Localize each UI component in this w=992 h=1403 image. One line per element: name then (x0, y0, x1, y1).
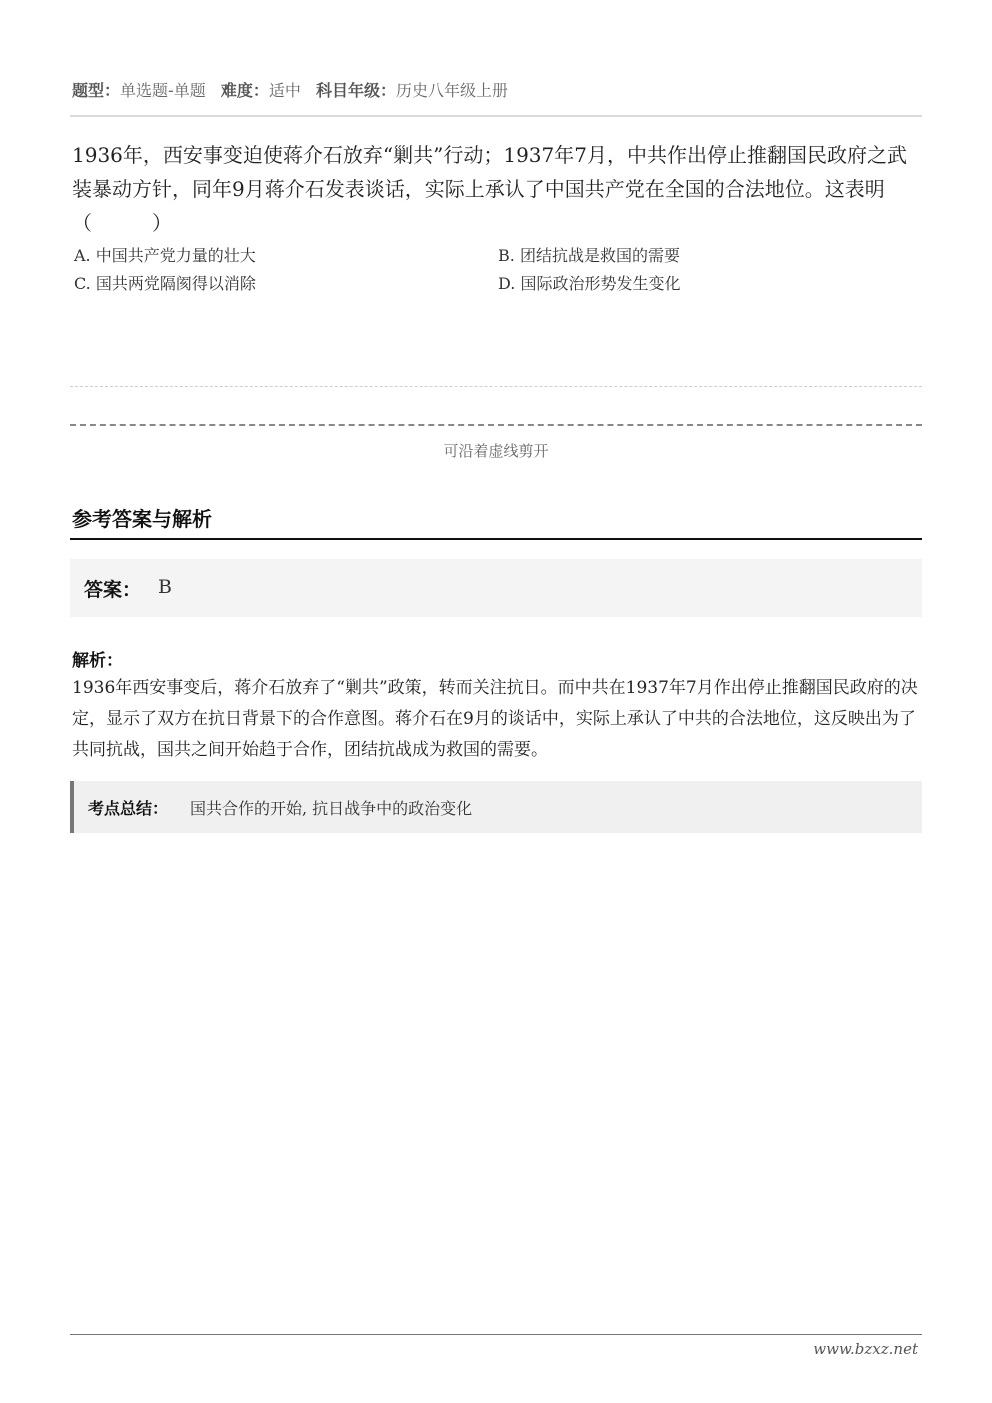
option-text: 团结抗战是救国的需要 (519, 246, 680, 265)
option-letter: D. (498, 274, 516, 293)
subject-value: 历史八年级上册 (396, 81, 509, 100)
option-text: 国共两党隔阂得以消除 (95, 274, 256, 293)
answer-value: B (158, 576, 172, 598)
option-letter: C. (74, 274, 91, 293)
summary-box (70, 781, 922, 833)
analysis-label: 解析： (72, 651, 123, 671)
summary-label: 考点总结： (88, 799, 169, 818)
option-text: 国际政治形势发生变化 (520, 274, 681, 293)
option-text: 中国共产党力量的壮大 (95, 246, 256, 265)
analysis-text: 1936年西安事变后，蒋介石放弃了“剿共”政策，转而关注抗日。而中共在1937年7月作出停止推翻国民政府的决定，显示了双方在抗日背景下的合作意图。蒋介石在9月的谈话中，实际上承认了中共的合法地位，这反映出为了共同抗战，国共之间开始趋于合作，团结抗战成为救国的需要。 (72, 678, 918, 760)
option-a (74, 242, 256, 270)
question-stem: 1936年，西安事变迫使蒋介石放弃“剿共”行动；1937年7月，中共作出停止推翻国民政府之武装暴动方针，同年9月蒋介石发表谈话，实际上承认了中国共产党在全国的合法地位。这表明（ ） (72, 143, 907, 235)
option-letter: B. (498, 246, 515, 265)
option-c (74, 270, 256, 298)
summary-text: 国共合作的开始, 抗日战争中的政治变化 (190, 799, 473, 818)
section-divider (70, 538, 922, 540)
type-value: 单选题-单题 (120, 81, 206, 100)
option-b (498, 242, 680, 270)
answer-section-title: 参考答案与解析 (72, 507, 212, 531)
option-d (498, 270, 680, 298)
option-letter: A. (74, 246, 91, 265)
footer-divider (70, 1334, 922, 1335)
difficulty-label: 难度： (220, 81, 269, 100)
footer-site: www.bzxz.net (813, 1340, 918, 1358)
answer-box (70, 559, 922, 617)
meta-divider (70, 115, 922, 117)
difficulty-value: 适中 (268, 81, 301, 100)
light-dashed-divider (70, 386, 922, 387)
cut-hint: 可沿着虚线剪开 (443, 442, 549, 460)
type-label: 题型： (72, 81, 121, 100)
answer-label: 答案： (84, 579, 142, 601)
cut-line-divider (70, 424, 922, 426)
question-meta (72, 78, 508, 101)
subject-label: 科目年级： (316, 81, 397, 100)
